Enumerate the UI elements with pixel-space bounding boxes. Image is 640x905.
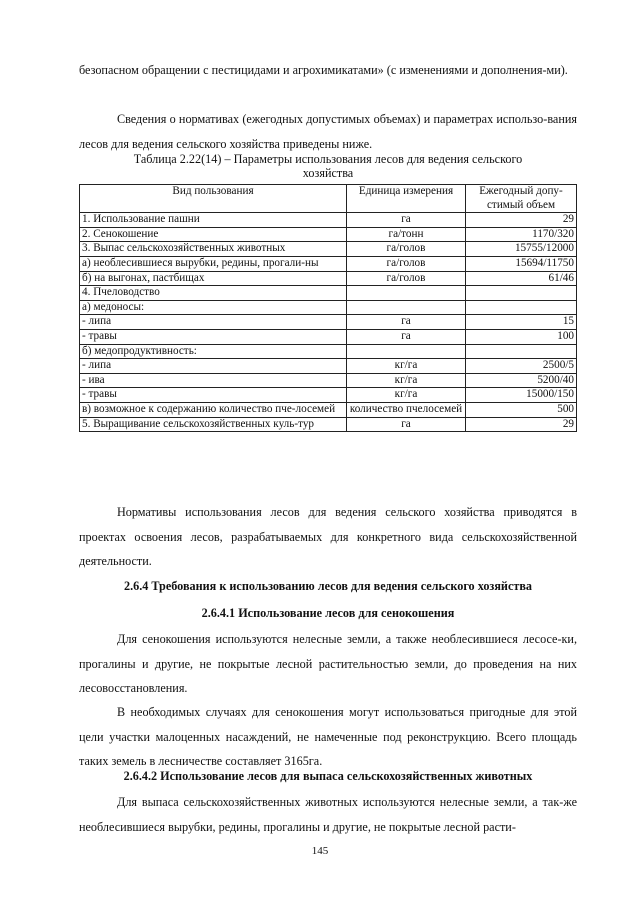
parameters-table	[79, 184, 577, 432]
cell-annual-volume: 61/46	[466, 271, 577, 286]
cell-unit: количество пчелосемей	[347, 402, 466, 417]
cell-annual-volume	[466, 286, 577, 301]
table-row	[80, 286, 577, 301]
cell-unit: га	[347, 329, 466, 344]
cell-annual-volume: 15	[466, 315, 577, 330]
cell-unit: га	[347, 315, 466, 330]
cell-usage-type: - травы	[80, 388, 347, 403]
table-row	[80, 402, 577, 417]
table-row	[80, 300, 577, 315]
table-header-row	[80, 185, 577, 213]
cell-unit: га/голов	[347, 242, 466, 257]
cell-unit: га/тонн	[347, 227, 466, 242]
cell-annual-volume	[466, 344, 577, 359]
cell-annual-volume: 29	[466, 417, 577, 432]
cell-unit: га	[347, 213, 466, 228]
cell-unit: га/голов	[347, 256, 466, 271]
cell-usage-type: б) на выгонах, пастбищах	[80, 271, 347, 286]
intro-paragraph: Сведения о нормативах (ежегодных допустимых объемах) и параметрах использо-вания лесов для ведения сельского хозяйства приведены ниже.	[79, 112, 577, 151]
cell-annual-volume: 500	[466, 402, 577, 417]
cell-usage-type: 4. Пчеловодство	[80, 286, 347, 301]
table-row	[80, 344, 577, 359]
cell-usage-type: - травы	[80, 329, 347, 344]
cell-annual-volume: 15755/12000	[466, 242, 577, 257]
after-table-paragraph: Нормативы использования лесов для ведения сельского хозяйства приводятся в проектах освоения лесов, разрабатываемых для конкретного вида сельскохозяйственной деятельности.	[79, 505, 577, 568]
table-row	[80, 256, 577, 271]
cell-usage-type: 5. Выращивание сельскохозяйственных куль-тур	[80, 417, 347, 432]
table-row	[80, 329, 577, 344]
cell-annual-volume: 15000/150	[466, 388, 577, 403]
cell-usage-type: а) необлесившиеся вырубки, редины, прогали-ны	[80, 256, 347, 271]
header-usage-type: Вид пользования	[80, 185, 347, 213]
cell-usage-type: - липа	[80, 359, 347, 374]
header-unit: Единица измерения	[347, 185, 466, 213]
cell-annual-volume: 1170/320	[466, 227, 577, 242]
cell-annual-volume: 29	[466, 213, 577, 228]
table-row	[80, 227, 577, 242]
cell-unit: кг/га	[347, 373, 466, 388]
cell-unit	[347, 344, 466, 359]
cell-usage-type: 1. Использование пашни	[80, 213, 347, 228]
grazing-paragraph-1: Для выпаса сельскохозяйственных животных используются нелесные земли, а так-же необлесившиеся вырубки, редины, прогалины и другие, не покрытые лесной расти-	[79, 795, 577, 834]
table-row	[80, 271, 577, 286]
table-caption: Таблица 2.22(14) – Параметры использования лесов для ведения сельского хозяйства	[133, 152, 523, 180]
cell-usage-type: а) медоносы:	[80, 300, 347, 315]
subsection-heading-haymaking: 2.6.4.1 Использование лесов для сенокошения	[201, 606, 455, 620]
subsection-heading-grazing: 2.6.4.2 Использование лесов для выпаса сельскохозяйственных животных	[123, 769, 533, 783]
intro-continuation: безопасном обращении с пестицидами и агрохимикатами» (с изменениями и дополнения-ми).	[79, 63, 568, 77]
cell-unit: кг/га	[347, 388, 466, 403]
cell-unit: кг/га	[347, 359, 466, 374]
cell-usage-type: 3. Выпас сельскохозяйственных животных	[80, 242, 347, 257]
cell-annual-volume: 15694/11750	[466, 256, 577, 271]
cell-usage-type: в) возможное к содержанию количество пче-лосемей	[80, 402, 347, 417]
cell-annual-volume: 2500/5	[466, 359, 577, 374]
table-row	[80, 417, 577, 432]
table-row	[80, 373, 577, 388]
cell-usage-type: - липа	[80, 315, 347, 330]
table-row	[80, 359, 577, 374]
table-body	[80, 213, 577, 432]
cell-unit: га/голов	[347, 271, 466, 286]
cell-annual-volume: 100	[466, 329, 577, 344]
table-row	[80, 242, 577, 257]
header-annual-volume: Ежегодный допу-стимый объем	[466, 185, 577, 213]
cell-usage-type: - ива	[80, 373, 347, 388]
haymaking-paragraph-1: Для сенокошения используются нелесные земли, а также необлесившиеся лесосе-ки, прогалины и другие, не покрытые лесной растительностью земли, до проведения на них лесовосстановления.	[79, 632, 577, 695]
cell-annual-volume: 5200/40	[466, 373, 577, 388]
cell-usage-type: 2. Сенокошение	[80, 227, 347, 242]
cell-unit	[347, 300, 466, 315]
haymaking-paragraph-2: В необходимых случаях для сенокошения могут использоваться пригодные для этой цели участки малоценных насаждений, не намеченные под реконструкцию. Всего площадь таких земель в лесничестве составляет 3165га.	[79, 705, 577, 768]
page-number: 145	[311, 845, 329, 857]
cell-annual-volume	[466, 300, 577, 315]
table-row	[80, 315, 577, 330]
table-row	[80, 388, 577, 403]
section-heading: 2.6.4 Требования к использованию лесов для ведения сельского хозяйства	[123, 579, 533, 593]
cell-unit	[347, 286, 466, 301]
cell-usage-type: б) медопродуктивность:	[80, 344, 347, 359]
cell-unit: га	[347, 417, 466, 432]
table-row	[80, 213, 577, 228]
